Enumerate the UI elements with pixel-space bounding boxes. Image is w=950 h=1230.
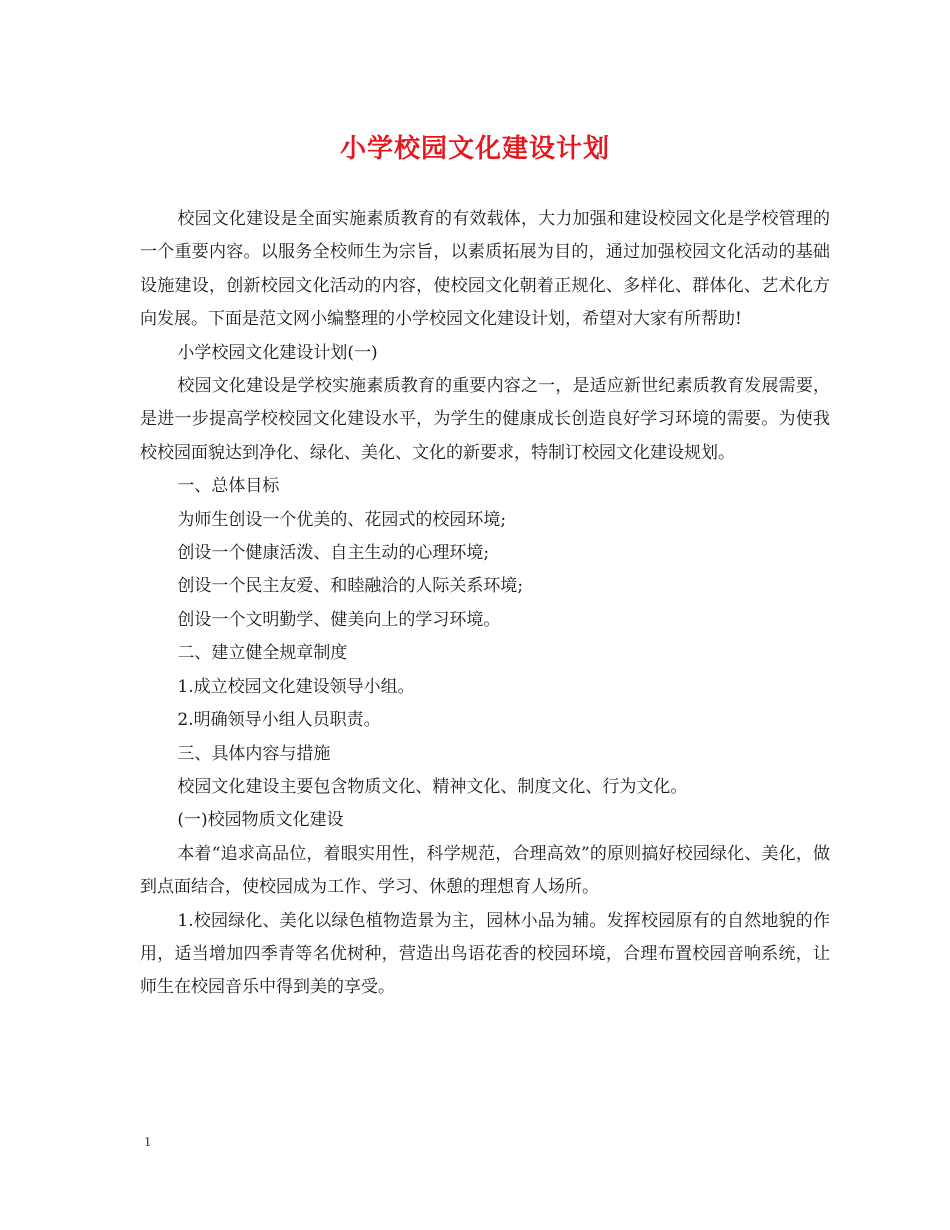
paragraph: 为师生创设一个优美的、花园式的校园环境; <box>177 509 507 530</box>
paragraph: 1.校园绿化、美化以绿色植物造景为主，园林小品为辅。发挥校园原有的自然地貌的作用，适当增加四季青等名优树种，营造出鸟语花香的校园环境，合理布置校园音响系统，让师生在校园音乐中得到美的享受。 <box>140 910 830 998</box>
paragraph: 三、具体内容与措施 <box>177 743 331 764</box>
page-number: 1 <box>144 1135 151 1150</box>
paragraph: 创设一个文明勤学、健美向上的学习环境。 <box>177 609 501 630</box>
paragraph: 2.明确领导小组人员职责。 <box>177 710 381 731</box>
paragraph: 一、总体目标 <box>177 476 280 497</box>
paragraph: 校园文化建设是学校实施素质教育的重要内容之一，是适应新世纪素质教育发展需要，是进一步提高学校校园文化建设水平，为学生的健康成长创造良好学习环境的需要。为使我校校园面貌达到净化、绿化、美化、文化的新要求，特制订校园文化建设规划。 <box>140 376 830 463</box>
document-title: 小学校园文化建设计划 <box>339 134 610 164</box>
paragraph: 本着“追求高品位，着眼实用性，科学规范，合理高效”的原则搞好校园绿化、美化，做到点面结合，使校园成为工作、学习、休憩的理想育人场所。 <box>140 843 830 898</box>
paragraph: 校园文化建设主要包含物质文化、精神文化、制度文化、行为文化。 <box>177 776 688 797</box>
paragraph: 创设一个健康活泼、自主生动的心理环境; <box>177 543 490 564</box>
paragraph: 校园文化建设是全面实施素质教育的有效载体，大力加强和建设校园文化是学校管理的一个重要内容。以服务全校师生为宗旨，以素质拓展为目的，通过加强校园文化活动的基础设施建设，创新校园文化活动的内容，使校园文化朝着正规化、多样化、群体化、艺术化方向发展。下面是范文网小编整理的小学校园文化建设计划，希望对大家有所帮助! <box>140 209 830 330</box>
paragraph: 二、建立健全规章制度 <box>177 643 348 664</box>
paragraph: 小学校园文化建设计划(一) <box>177 342 378 363</box>
document-body <box>140 203 830 1005</box>
paragraph: (一)校园物质文化建设 <box>177 810 344 831</box>
paragraph: 1.成立校园文化建设领导小组。 <box>177 676 415 697</box>
paragraph: 创设一个民主友爱、和睦融洽的人际关系环境; <box>177 576 524 597</box>
